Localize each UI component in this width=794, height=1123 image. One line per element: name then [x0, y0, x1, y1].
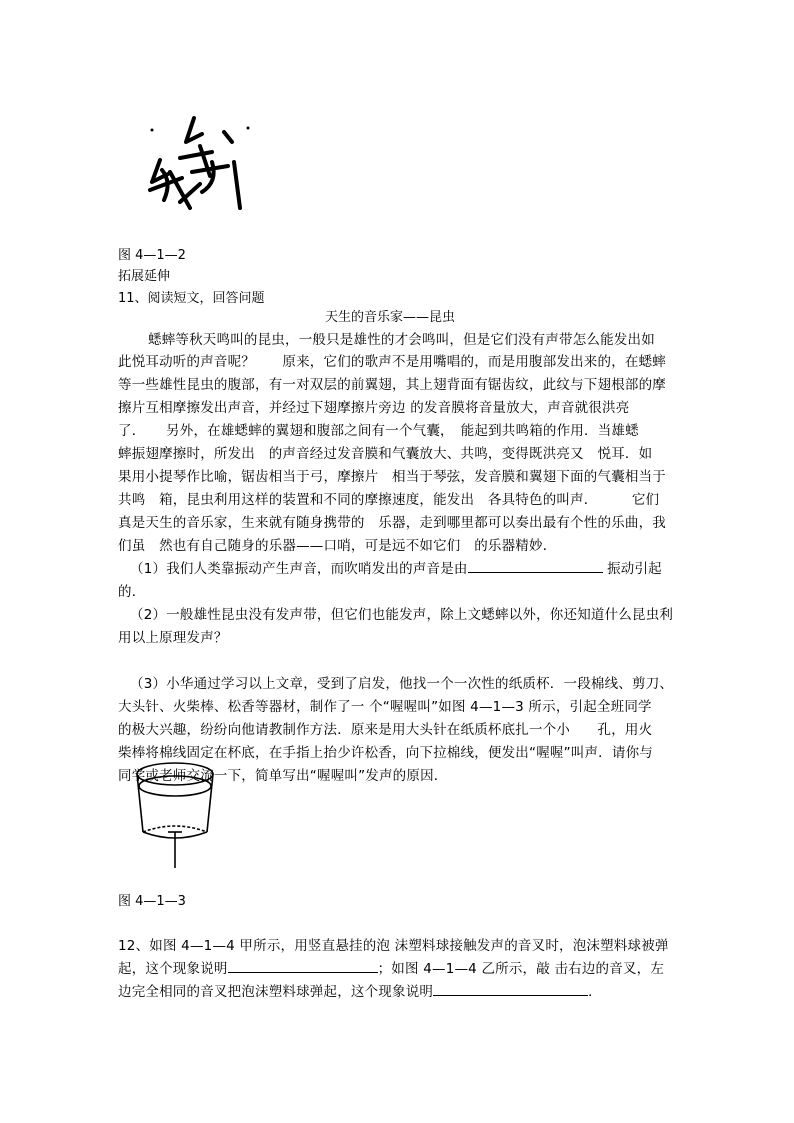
- question-12-text-a: 起，这个现象说明: [118, 961, 228, 977]
- subquestion-3-line-5: 同学或老师交流一下，简单写出“喔喔叫”发声的原因．: [118, 768, 448, 784]
- question-12-line-2: [118, 957, 664, 977]
- subquestion-1-line-2: 的．: [118, 584, 146, 600]
- passage-line-5: 了． 另外，在雄蟋蟀的翼翅和腹部之间有一个气囊， 能起到共鸣箱的作用．当雄蟋: [118, 423, 639, 439]
- question-12-text-c: 边完全相同的音叉把泡沫塑料球弹起，这个现象说明: [118, 984, 434, 1000]
- subquestion-3-line-4: 柴棒将棉线固定在杯底，在手指上抬少许松香，向下拉棉线，便发出“喔喔”叫声．请你与: [118, 745, 653, 761]
- subquestion-3-line-2: 大头针、火柴棒、松香等器材，制作了一 个“喔喔叫”如图 4—1—3 所示，引起全班同学: [118, 699, 652, 715]
- passage-line-7: 果用小提琴作比喻，锯齿相当于弓，摩擦片 相当于琴弦，发音膜和翼翅下面的气囊相当于: [118, 469, 666, 485]
- subquestion-2-line-1: （2）一般雄性昆虫没有发声带，但它们也能发声，除上文蟋蟀以外，你还知道什么昆虫利: [130, 607, 674, 623]
- subquestion-2-line-2: 用以上原理发声？: [118, 630, 228, 646]
- passage-line-4: 擦片互相摩擦发出声音，并经过下翅摩擦片旁边 的发音膜将音量放大，声音就很洪亮: [118, 400, 630, 416]
- figure-4-1-3-paper-cup: [128, 760, 228, 872]
- subquestion-1-text-end: 振动引起: [602, 561, 662, 577]
- question-12-text-b: ；如图 4—1—4 乙所示，敲 击右边的音叉，左: [377, 961, 665, 977]
- figure-4-1-2-sketch: [140, 112, 260, 222]
- answer-blank-2[interactable]: [228, 959, 378, 973]
- passage-line-6: 蟀振翅摩擦时，所发出 的声音经过发音膜和气囊放大、共鸣，变得既洪亮又 悦耳．如: [118, 446, 653, 462]
- answer-blank-1[interactable]: [468, 559, 603, 573]
- passage-title: 天生的音乐家——昆虫: [325, 310, 456, 325]
- question-12-line-1: 12、如图 4—1—4 甲所示，用竖直悬挂的泡 沫塑料球接触发声的音叉时，泡沫塑料球被弹: [118, 938, 669, 954]
- question-12-line-3: [118, 980, 602, 1000]
- subquestion-1: [130, 557, 662, 577]
- passage-line-9: 真是天生的音乐家，生来就有随身携带的 乐器，走到哪里都可以奏出最有个性的乐曲，我: [118, 515, 666, 531]
- section-heading: 拓展延伸: [118, 269, 171, 284]
- passage-line-8: 共鸣 箱，昆虫利用这样的装置和不同的摩擦速度，能发出 各具特色的叫声． 它们: [118, 492, 660, 508]
- passage-line-2: 此悦耳动听的声音呢？ 原来，它们的歌声不是用嘴唱的，而是用腹部发出来的，在蟋蟀: [118, 354, 666, 370]
- answer-blank-3[interactable]: [433, 982, 588, 996]
- question-12-text-d: ．: [588, 984, 602, 1000]
- figure-caption-4-1-2: 图 4—1—2: [118, 248, 186, 263]
- passage-line-10: 们虽 然也有自己随身的乐器——口哨，可是远不如它们 的乐器精妙．: [118, 538, 557, 554]
- question-11-title: 11、阅读短文，回答问题: [118, 291, 265, 306]
- passage-line-3: 等一些雄性昆虫的腹部，有一对双层的前翼翅，其上翅背面有锯齿纹，此纹与下翅根部的摩: [118, 377, 666, 393]
- figure-caption-4-1-3: 图 4—1—3: [118, 894, 186, 909]
- subquestion-3-line-1: （3）小华通过学习以上文章，受到了启发，他找一个一次性的纸质杯．一段棉线、剪刀、: [130, 676, 674, 692]
- passage-line-1: 蟋蟀等秋天鸣叫的昆虫，一般只是雄性的才会鸣叫，但是它们没有声带怎么能发出如: [148, 332, 655, 348]
- subquestion-1-text: （1）我们人类靠振动产生声音，而吹哨发出的声音是由: [130, 561, 468, 577]
- subquestion-3-line-3: 的极大兴趣，纷纷向他请教制作方法．原来是用大头针在纸质杯底扎一个小 孔，用火: [118, 722, 653, 738]
